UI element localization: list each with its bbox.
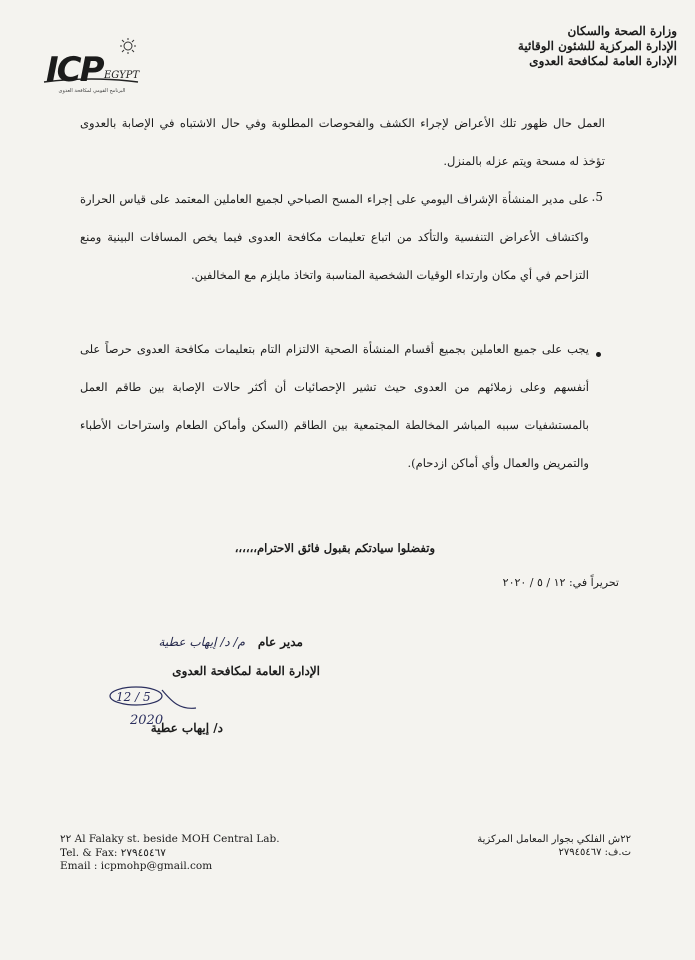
footer-contact-en [60,833,280,874]
signature-department: الإدارة العامة لمكافحة العدوى [172,664,320,678]
logo-letters: ICP [46,50,103,90]
footer-phone-en: Tel. & Fax: ٢٧٩٤٥٤٦٧ [60,846,166,859]
logo-tagline: البرنامج القومي لمكافحة العدوى [58,88,126,94]
handwritten-day: 12 / 5 [116,690,151,704]
paragraph-1: العمل حال ظهور تلك الأعراض لإجراء الكشف والفحوصات المطلوبة وفي حال الاشتباه في الإصابة بالعدوى تؤخذ له مسحة ويتم عزله بالمنزل. [80,116,605,168]
footer-address-ar: ٢٢ش الفلكي بجوار المعامل المركزية [477,834,631,845]
footer-contact-ar [477,833,631,859]
footer-phone-ar: ت.ف: ٢٧٩٤٥٤٦٧ [558,847,631,858]
ministry-line-3: الإدارة العامة لمكافحة العدوى [529,54,677,68]
signature-script: م/ د/ إيهاب عطية [158,635,245,649]
paragraph-3: يجب على جميع العاملين بجميع أقسام المنشأة الصحية الالتزام التام بتعليمات مكافحة العدوى حرصاً على أنفسهم وعلى زملائهم من العدوى حيث تشير الإحصائيات أن أكثر حالات الإصابة بين طاقم العمل بالمستشفيات سببه المباشر المخالطة المجتمعية بين الطاقم (السكن وأماكن الطعام واستراحات الأطباء والتمريض والعمال وأي أماكن ازدحام). [80,342,589,470]
item-number: .5 [591,190,603,204]
paragraph-2: على مدير المنشأة الإشراف اليومي على إجراء المسح الصباحي لجميع العاملين المعتمد على قياس الحرارة واكتشاف الأعراض التنفسية والتأكد من اتباع تعليمات مكافحة العدوى فيما يخص المسافات البينية ومنع التزاحم في أي مكان وارتداء الوقيات الشخصية المناسبة واتخاذ مايلزم مع المخالفين. [80,192,589,282]
footer-email: Email : icpmohp@gmail.com [60,860,213,872]
ministry-header [447,24,677,69]
bullet-icon [596,352,601,357]
signature-title: مدير عام [257,635,303,649]
footer-address-en: ٢٢ Al Falaky st. beside MOH Central Lab. [60,833,280,845]
handwritten-year: 2020 [130,713,164,728]
signature-name: د/ إيهاب عطية [150,721,223,735]
closing-line: وتفضلوا سيادتكم بقبول فائق الاحترام،،،،،، [234,541,435,555]
icp-logo [42,36,152,96]
logo-country: EGYPT [104,70,140,81]
ministry-line-2: الإدارة المركزية للشئون الوقائية [517,39,677,53]
date-line: تحريراً في: ١٢ / ٥ / ٢٠٢٠ [502,576,619,589]
ministry-line-1: وزارة الصحة والسكان [567,24,677,38]
